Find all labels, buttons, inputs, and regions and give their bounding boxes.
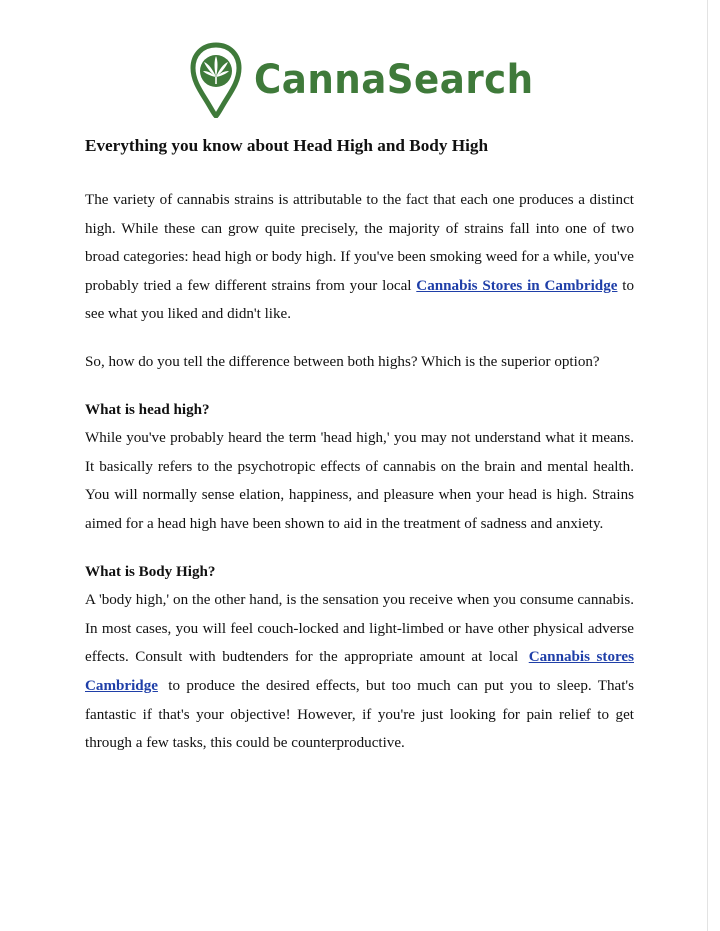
- brand-name: CannaSearch: [254, 57, 534, 103]
- head-high-heading: What is head high?: [85, 401, 210, 418]
- cannabis-stores-cambridge-link[interactable]: Cannabis Stores in Cambridge: [416, 277, 618, 294]
- body-high-paragraph: [85, 586, 634, 758]
- body-high-text-end: to produce the desired effects, but too much can put you to sleep. That's fantastic if that's your objective! However, if you're just looking for pain relief to get through a few tasks, this could be counterproductive.: [85, 677, 635, 752]
- cannabis-leaf-pin-icon: [190, 42, 242, 118]
- head-high-paragraph: While you've probably heard the term 'head high,' you may not understand what it means. It basically refers to the psychotropic effects of cannabis on the brain and mental health. You will normally sense elation, happiness, and pleasure when your head is high. Strains aimed for a head high have been shown to aid in the treatment of sadness and anxiety.: [85, 430, 634, 532]
- intro-text-end: to see what you liked and didn't like.: [85, 277, 635, 323]
- question-paragraph: So, how do you tell the difference between both highs? Which is the superior option?: [85, 353, 600, 370]
- intro-text: The variety of cannabis strains is attributable to the fact that each one produces a distinct high. While these can grow quite precisely, the majority of strains fall into one of two broad categories: head high or body high. If you've been smoking weed for a while, you've probably tried a few different strains from your local: [85, 192, 634, 294]
- cannasearch-logo[interactable]: [190, 42, 555, 118]
- article-body: [85, 132, 634, 758]
- article-title: Everything you know about Head High and Body High: [85, 136, 489, 155]
- body-high-heading: What is Body High?: [85, 563, 216, 580]
- cannabis-stores-cambridge-link-2[interactable]: Cannabis stores Cambridge: [85, 649, 634, 694]
- page-edge-divider: [707, 0, 708, 931]
- intro-paragraph: [85, 186, 634, 329]
- body-high-text: A 'body high,' on the other hand, is the sensation you receive when you consume cannabis. In most cases, you will feel couch-locked and light-limbed or have other physical adverse effects. Consult with budtenders for the appropriate amount at local: [85, 592, 634, 666]
